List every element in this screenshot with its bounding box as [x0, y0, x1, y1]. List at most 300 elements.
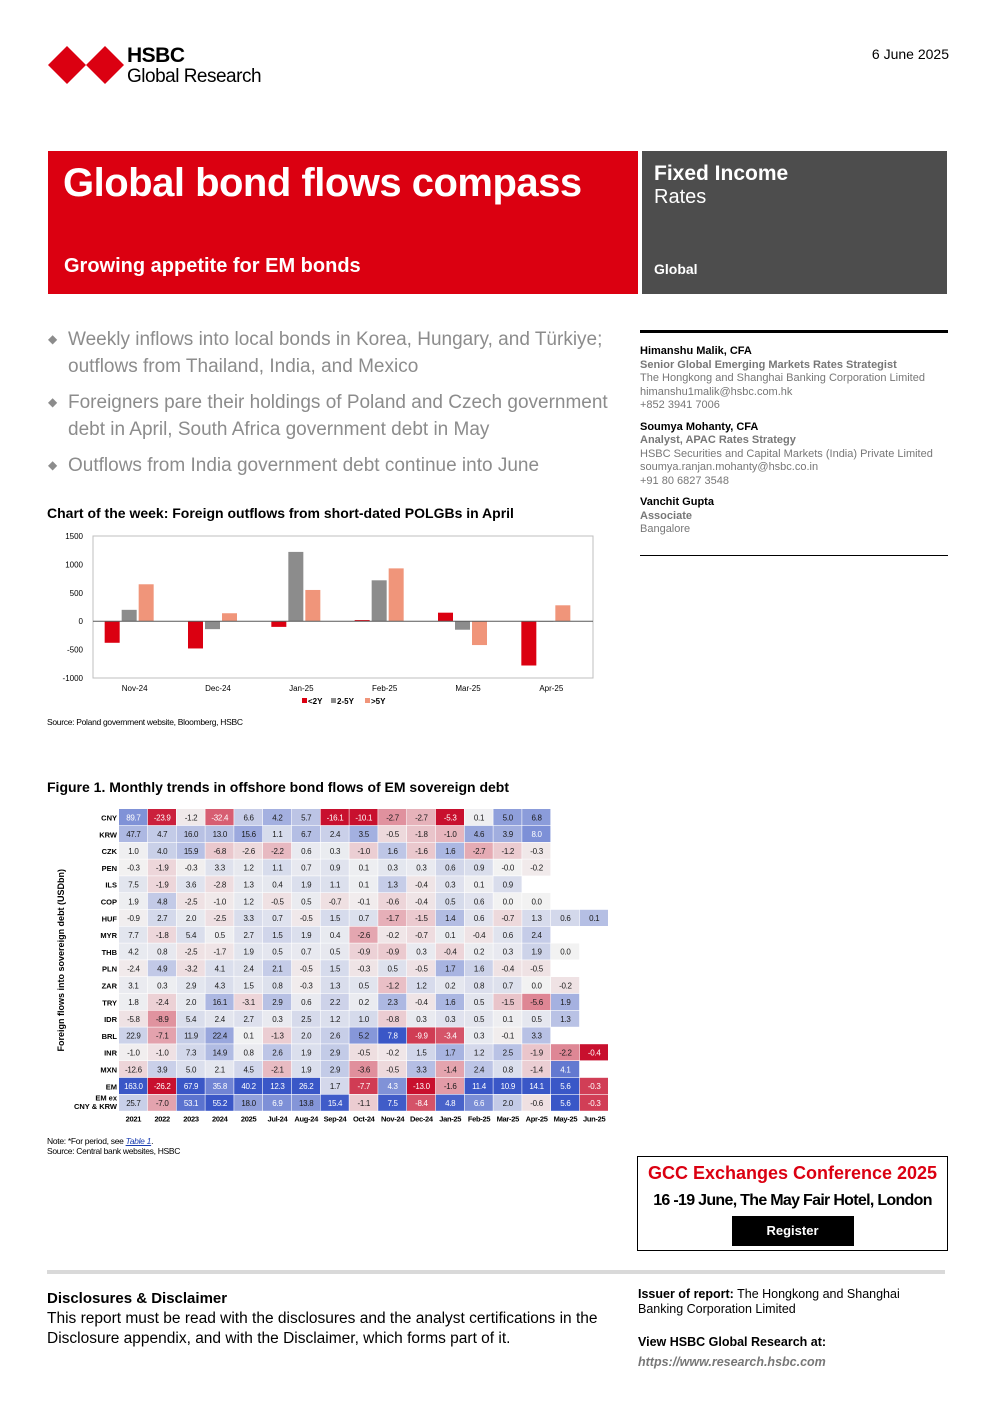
heatmap-value: 2.4	[473, 1065, 485, 1075]
analyst-org: HSBC Securities and Capital Markets (India) Private Limited	[640, 447, 933, 460]
heatmap-row-label: MXN	[100, 1065, 117, 1075]
heatmap-row-label: MYR	[100, 931, 117, 941]
register-button[interactable]: Register	[732, 1216, 854, 1246]
heatmap-value: 3.3	[214, 863, 225, 873]
heatmap-value: -3.4	[443, 1031, 457, 1041]
heatmap-value: -0.2	[386, 930, 399, 940]
y-tick-label: 500	[69, 588, 83, 598]
bar	[222, 613, 237, 621]
heatmap-value: -2.5	[184, 947, 198, 957]
heatmap-value: 0.7	[358, 914, 369, 924]
heatmap-column-label: Nov-24	[380, 1114, 405, 1124]
heatmap-value: 1.5	[329, 964, 341, 974]
heatmap-value: -2.5	[213, 914, 227, 924]
heatmap-value: 1.2	[416, 981, 427, 991]
heatmap-value: 2.1	[214, 1065, 225, 1075]
heatmap-value: 4.0	[157, 846, 168, 856]
disclosures-text: This report must be read with the disclosures and the analyst certifications in the Disclosure appendix, and with the Disclaimer, which forms part of it.	[47, 1310, 598, 1347]
sub-asset-class: Rates	[654, 186, 707, 208]
heatmap-value: 16.0	[183, 830, 199, 840]
heatmap-value: -9.9	[415, 1031, 428, 1041]
heatmap-value: -2.5	[184, 897, 198, 907]
heatmap-value: -1.0	[127, 1048, 140, 1058]
heatmap-value: 1.3	[329, 981, 341, 991]
heatmap-column-label: Jun-25	[583, 1114, 606, 1124]
y-tick-label: 1500	[65, 532, 83, 541]
heatmap-value: -0.5	[386, 830, 399, 840]
heatmap-value: 0.3	[445, 1014, 456, 1024]
analyst-divider	[640, 555, 948, 556]
conference-title: GCC Exchanges Conference 2025	[647, 1163, 938, 1183]
heatmap-value: -6.8	[213, 846, 227, 856]
heatmap-value: 5.4	[185, 930, 197, 940]
heatmap-value: -0.9	[127, 914, 140, 924]
heatmap-value: -2.2	[559, 1048, 572, 1058]
heatmap-value: -1.9	[155, 880, 169, 890]
heatmap-value: 5.7	[301, 813, 312, 823]
heatmap-value: -0.8	[386, 1014, 399, 1024]
heatmap-value: 6.7	[301, 830, 312, 840]
heatmap-value: 1.9	[301, 930, 312, 940]
bar	[188, 621, 203, 648]
heatmap-value: -0.4	[501, 964, 515, 974]
heatmap-y-axis-label: Foreign flows into sovereign debt (USDbn)	[56, 868, 66, 1052]
heatmap-column-label: 2025	[240, 1114, 257, 1124]
heatmap-value: 0.5	[272, 947, 283, 957]
heatmap-value: -2.4	[155, 998, 169, 1008]
x-tick-label: Jan-25	[289, 684, 314, 693]
heatmap-value: 0.7	[301, 947, 312, 957]
heatmap-value: 4.3	[387, 1082, 398, 1092]
conference-promo	[637, 1156, 948, 1251]
heatmap-value: 0.3	[502, 947, 513, 957]
heatmap-value: -2.2	[271, 846, 284, 856]
y-tick-label: -1000	[62, 674, 83, 683]
heatmap-value: -1.1	[357, 1098, 371, 1108]
heatmap-row-label: CNY & KRW	[73, 1102, 117, 1112]
heatmap-value: 2.7	[243, 930, 254, 940]
plot-frame	[93, 536, 593, 678]
heatmap-value: 0.6	[502, 930, 513, 940]
heatmap-value: 2.5	[301, 1014, 312, 1024]
heatmap-value: -10.1	[355, 813, 373, 823]
heatmap-value: 4.1	[214, 964, 225, 974]
heatmap-value: -0.2	[386, 1048, 399, 1058]
research-site-link[interactable]: https://www.research.hsbc.com	[638, 1355, 826, 1369]
heatmap-value: -1.8	[415, 830, 428, 840]
heatmap-value: -1.3	[271, 1031, 284, 1041]
heatmap-value: 1.0	[358, 1014, 369, 1024]
heatmap-value: -1.2	[386, 981, 399, 991]
heatmap-value: -2.6	[242, 846, 255, 856]
heatmap-value: -1.6	[443, 1082, 457, 1092]
heatmap-value: 5.6	[560, 1098, 571, 1108]
heatmap-value: 5.0	[185, 1065, 197, 1075]
heatmap-value: 1.3	[387, 880, 398, 890]
heatmap-value: -1.0	[213, 897, 227, 907]
figure1-source: Source: Central bank websites, HSBC	[47, 1146, 181, 1156]
heatmap-value: -1.5	[415, 914, 428, 924]
analyst-card	[640, 496, 948, 537]
heatmap-column-label: Sep-24	[323, 1114, 347, 1124]
analyst-email[interactable]: soumya.ranjan.mohanty@hsbc.co.in	[640, 461, 819, 473]
heatmap-value: 35.8	[212, 1082, 227, 1092]
heatmap-value: -2.4	[127, 964, 140, 974]
bar	[521, 621, 536, 665]
heatmap-value: 1.7	[329, 1082, 341, 1092]
report-title: Global bond flows compass	[63, 161, 582, 205]
heatmap-value: 0.8	[243, 1048, 254, 1058]
heatmap-value: -0.3	[357, 964, 371, 974]
heatmap-value: 1.3	[243, 880, 254, 890]
y-tick-label: 1000	[65, 560, 83, 570]
heatmap-value: 1.7	[445, 964, 456, 974]
heatmap-value: -0.0	[501, 863, 515, 873]
heatmap-value: -12.6	[125, 1065, 142, 1075]
heatmap-value: 1.9	[301, 1065, 312, 1075]
table1-link[interactable]: Table 1	[125, 1136, 152, 1146]
heatmap-value: 0.1	[358, 880, 369, 890]
heatmap-row-label: PLN	[102, 964, 117, 974]
bar	[455, 621, 470, 630]
heatmap-value: 1.9	[531, 947, 542, 957]
heatmap-row-label: EM	[105, 1082, 117, 1092]
heatmap-value: -0.2	[530, 863, 543, 873]
heatmap-value: 0.5	[473, 1014, 485, 1024]
heatmap-value: -5.3	[443, 813, 457, 823]
heatmap-value: 0.3	[157, 981, 168, 991]
heatmap-value: 4.7	[157, 830, 168, 840]
heatmap-row-label: INR	[104, 1048, 117, 1058]
heatmap-value: 5.0	[502, 813, 513, 823]
heatmap-value: 2.9	[185, 981, 197, 991]
issuer-value: The Hongkong and Shanghai Banking Corporation Limited	[638, 1287, 900, 1316]
heatmap-value: -0.7	[328, 897, 342, 907]
heatmap-value: -8.4	[415, 1098, 428, 1108]
heatmap-value: 1.6	[473, 964, 485, 974]
heatmap-value: -1.0	[155, 1048, 169, 1058]
heatmap-value: 1.6	[387, 846, 398, 856]
heatmap-value: 3.3	[531, 1031, 542, 1041]
analyst-panel	[640, 330, 948, 545]
heatmap-value: -1.4	[443, 1065, 457, 1075]
analyst-card	[640, 345, 948, 413]
heatmap-column-label: Jan-25	[439, 1114, 462, 1124]
heatmap-value: 1.8	[128, 998, 139, 1008]
heatmap-value: 1.4	[445, 914, 456, 924]
heatmap-value: -23.9	[153, 813, 171, 823]
heatmap-value: 1.5	[243, 981, 254, 991]
heatmap-value: 4.8	[157, 897, 168, 907]
heatmap-value: 7.5	[128, 880, 139, 890]
heatmap-value: -1.9	[155, 863, 169, 873]
heatmap-value: 0.5	[329, 947, 341, 957]
heatmap-value: -7.0	[155, 1098, 169, 1108]
analyst-name: Soumya Mohanty, CFA	[640, 420, 759, 433]
heatmap-value: -0.5	[299, 914, 313, 924]
heatmap-value: 0.3	[416, 863, 427, 873]
asset-class: Fixed Income	[654, 162, 789, 185]
brand-name: HSBC	[127, 44, 185, 67]
heatmap-value: 7.8	[387, 1031, 398, 1041]
heatmap-row-label: HUF	[101, 914, 117, 924]
heatmap-value: 0.9	[502, 880, 513, 890]
heatmap-value: 4.9	[157, 964, 168, 974]
heatmap-value: 0.1	[473, 880, 485, 890]
heatmap-row-label: KRW	[99, 830, 117, 840]
chart-of-week-title: Chart of the week: Foreign outflows from short-dated POLGBs in April	[47, 505, 514, 521]
x-tick-label: Apr-25	[539, 684, 564, 693]
heatmap-column-label: May-25	[553, 1114, 578, 1124]
heatmap-value: 1.3	[560, 1014, 571, 1024]
heatmap-value: 163.0	[124, 1082, 143, 1092]
heatmap-value: 15.6	[241, 830, 256, 840]
heatmap-value: 4.6	[473, 830, 485, 840]
heatmap-row-label: CZK	[101, 847, 117, 857]
key-point-text: Foreigners pare their holdings of Poland and Czech government debt in April, South Africa government debt in May	[68, 392, 608, 440]
heatmap-value: -1.2	[501, 846, 515, 856]
heatmap-value: 0.3	[329, 846, 341, 856]
heatmap-value: 8.0	[531, 830, 542, 840]
x-tick-label: Dec-24	[205, 684, 231, 693]
heatmap-value: -1.0	[357, 846, 371, 856]
heatmap-value: 40.2	[241, 1082, 256, 1092]
heatmap-value: 2.9	[329, 1048, 341, 1058]
heatmap-value: 1.5	[416, 1048, 427, 1058]
heatmap-value: 22.9	[126, 1031, 141, 1041]
key-point	[48, 389, 623, 443]
analyst-card	[640, 421, 948, 489]
heatmap-value: -16.1	[326, 813, 344, 823]
heatmap-value: 1.1	[329, 880, 341, 890]
legend-label: >5Y	[371, 697, 386, 706]
footer-divider	[47, 1270, 945, 1274]
heatmap-value: 0.9	[473, 863, 485, 873]
heatmap-value: 2.9	[272, 998, 283, 1008]
heatmap-value: 0.5	[214, 930, 225, 940]
x-tick-label: Mar-25	[455, 684, 481, 693]
heatmap-value: 25.7	[126, 1098, 141, 1108]
heatmap-value: 0.7	[502, 981, 513, 991]
heatmap-value: 1.5	[272, 930, 283, 940]
heatmap-column-label: 2022	[154, 1114, 170, 1124]
heatmap-value: 0.1	[589, 914, 600, 924]
heatmap-value: 0.6	[473, 897, 485, 907]
heatmap-value: -0.4	[587, 1048, 601, 1058]
heatmap-value: 2.5	[502, 1048, 513, 1058]
heatmap-value: 0.5	[301, 897, 312, 907]
heatmap-value: -1.0	[443, 830, 457, 840]
heatmap-value: -0.5	[386, 1065, 399, 1075]
heatmap-value: -0.3	[587, 1098, 601, 1108]
x-tick-label: Feb-25	[371, 684, 398, 693]
heatmap-value: 0.2	[445, 981, 456, 991]
analyst-location: Bangalore	[640, 523, 691, 535]
heatmap-value: -1.9	[530, 1048, 543, 1058]
heatmap-value: -0.4	[443, 947, 457, 957]
heatmap-value: -0.6	[386, 897, 399, 907]
heatmap-value: -2.6	[357, 930, 371, 940]
heatmap-value: 26.2	[299, 1082, 314, 1092]
heatmap-value: 0.8	[272, 981, 283, 991]
heatmap-value: -1.2	[184, 813, 198, 823]
heatmap-row-label: EM ex	[95, 1093, 117, 1103]
legend-label: 2-5Y	[337, 697, 354, 706]
heatmap-value: 0.3	[387, 863, 398, 873]
heatmap-value: 11.9	[184, 1031, 198, 1041]
key-point-text: Weekly inflows into local bonds in Korea, Hungary, and Türkiye; outflows from Thailand, India, and Mexico	[68, 329, 603, 377]
heatmap-value: 14.1	[529, 1082, 544, 1092]
heatmap-value: -1.8	[155, 930, 169, 940]
heatmap-value: 1.2	[243, 897, 254, 907]
heatmap-value: 1.2	[473, 1048, 485, 1058]
heatmap-value: 4.2	[272, 813, 283, 823]
heatmap-value: 7.3	[185, 1048, 197, 1058]
heatmap-value: -0.4	[415, 998, 428, 1008]
heatmap-value: -3.1	[242, 998, 255, 1008]
heatmap-row-label: ZAR	[101, 981, 117, 991]
heatmap-value: 0.0	[560, 947, 571, 957]
title-banner	[48, 151, 638, 294]
analyst-email[interactable]: himanshu1malik@hsbc.com.hk	[640, 385, 793, 398]
bar	[555, 605, 570, 621]
heatmap-value: -2.1	[271, 1065, 284, 1075]
heatmap-value: 0.6	[560, 914, 571, 924]
analyst-name: Himanshu Malik, CFA	[640, 345, 752, 357]
heatmap-value: -0.7	[415, 930, 428, 940]
heatmap-value: 0.2	[473, 947, 485, 957]
heatmap-value: 0.5	[473, 998, 485, 1008]
heatmap-value: 0.2	[358, 998, 369, 1008]
bar	[438, 613, 453, 622]
heatmap-row-label: PEN	[101, 863, 117, 873]
hsbc-hexagon-logo-icon	[48, 46, 124, 84]
key-point	[48, 326, 623, 380]
heatmap-value: -7.1	[155, 1031, 169, 1041]
heatmap-column-label: Apr-25	[525, 1114, 548, 1124]
heatmap-value: -0.5	[357, 1048, 371, 1058]
heatmap-value: 3.9	[157, 1065, 168, 1075]
heatmap-value: 1.9	[243, 947, 254, 957]
heatmap-value: 2.2	[329, 998, 341, 1008]
bar	[122, 610, 137, 621]
heatmap-value: -2.7	[386, 813, 399, 823]
region-label: Global	[654, 261, 698, 277]
heatmap-column-label: 2023	[183, 1114, 199, 1124]
heatmap-value: 0.8	[473, 981, 485, 991]
heatmap-value: 7.7	[128, 930, 139, 940]
heatmap-value: 0.5	[531, 1014, 542, 1024]
heatmap-value: 4.8	[445, 1098, 456, 1108]
heatmap-value: -0.7	[501, 914, 515, 924]
heatmap-value: -8.9	[155, 1014, 169, 1024]
chart-of-week-source: Source: Poland government website, Bloomberg, HSBC	[47, 717, 243, 727]
heatmap-value: 5.6	[560, 1082, 571, 1092]
heatmap-value: 0.6	[301, 998, 312, 1008]
research-site-label: View HSBC Global Research at:	[638, 1335, 827, 1349]
bar	[139, 584, 154, 621]
bar	[305, 590, 320, 621]
heatmap-value: 18.0	[241, 1098, 256, 1108]
heatmap-value: 0.4	[329, 930, 341, 940]
heatmap-row-label: CNY	[101, 813, 117, 823]
conference-details: 16 -19 June, The May Fair Hotel, London	[653, 1192, 932, 1209]
diamond-icon: ◆	[48, 332, 58, 346]
issuer-info	[638, 1287, 948, 1317]
heatmap-value: 5.2	[358, 1031, 369, 1041]
heatmap-value: 0.1	[473, 813, 485, 823]
heatmap-value: 7.5	[387, 1098, 398, 1108]
bar	[372, 580, 387, 621]
heatmap-value: 0.1	[358, 863, 369, 873]
heatmap-value: 0.0	[531, 897, 542, 907]
heatmap-value: 1.5	[329, 914, 341, 924]
heatmap-value: 2.4	[329, 830, 341, 840]
key-points-list	[48, 326, 623, 488]
heatmap-value: 4.3	[214, 981, 225, 991]
heatmap-value: 1.6	[445, 998, 456, 1008]
classification-panel	[642, 151, 947, 294]
heatmap-value: 53.1	[183, 1098, 199, 1108]
heatmap-value: 6.6	[473, 1098, 485, 1108]
heatmap-row-label: THB	[101, 947, 117, 957]
bar	[271, 621, 286, 627]
heatmap-value: 0.6	[301, 846, 312, 856]
heatmap-value: 1.0	[128, 846, 139, 856]
heatmap-value: -3.6	[357, 1065, 371, 1075]
heatmap-value: 0.6	[473, 914, 485, 924]
heatmap-column-label: Oct-24	[353, 1114, 375, 1124]
heatmap-value: 1.2	[243, 863, 254, 873]
y-tick-label: 0	[78, 617, 83, 627]
heatmap-value: 6.6	[243, 813, 254, 823]
heatmap-value: 3.9	[502, 830, 513, 840]
heatmap-value: 22.4	[212, 1031, 227, 1041]
heatmap-value: -1.7	[213, 947, 227, 957]
heatmap-value: -0.9	[357, 947, 371, 957]
heatmap-value: 47.7	[126, 830, 141, 840]
figure1-notes	[47, 1136, 180, 1156]
key-point	[48, 452, 623, 479]
heatmap-value: -0.3	[184, 863, 198, 873]
heatmap-value: 16.1	[212, 998, 227, 1008]
analyst-org: The Hongkong and Shanghai Banking Corporation Limited	[640, 372, 925, 384]
heatmap-column-label: 2024	[212, 1114, 228, 1124]
legend-swatch	[331, 698, 336, 703]
heatmap-value: 2.0	[185, 914, 197, 924]
heatmap-value: 0.9	[329, 863, 341, 873]
heatmap-value: 2.9	[329, 1065, 341, 1075]
heatmap-row-label: IDR	[104, 1015, 117, 1025]
heatmap-value: 0.5	[358, 981, 369, 991]
heatmap-value: 0.7	[272, 914, 283, 924]
heatmap-value: -0.4	[415, 897, 428, 907]
figure1-heatmap	[46, 805, 611, 1127]
heatmap-value: 0.1	[243, 1031, 254, 1041]
figure1-note: Note: *For period, see Table 1.	[47, 1136, 154, 1146]
heatmap-value: -1.7	[386, 914, 399, 924]
heatmap-value: 1.9	[301, 1048, 312, 1058]
heatmap-value: -2.7	[472, 846, 486, 856]
heatmap-row-label: ILS	[105, 880, 117, 890]
heatmap-value: -0.9	[386, 947, 399, 957]
heatmap-value: 0.3	[416, 1014, 427, 1024]
heatmap-value: 4.2	[128, 947, 139, 957]
heatmap-value: -2.7	[415, 813, 428, 823]
heatmap-value: 0.3	[272, 1014, 283, 1024]
heatmap-row-label: COP	[100, 897, 117, 907]
heatmap-value: 13.8	[299, 1098, 314, 1108]
